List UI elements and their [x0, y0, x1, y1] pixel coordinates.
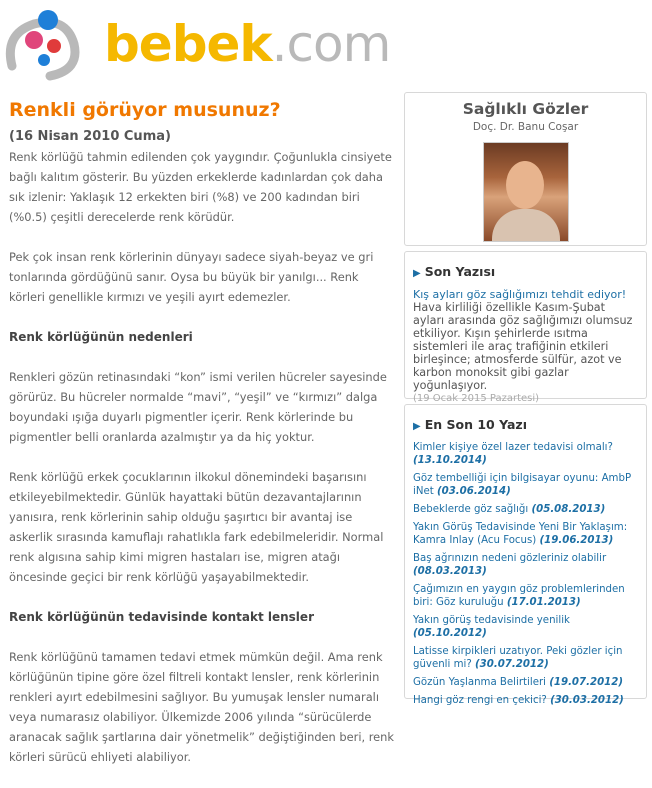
article-paragraph: Renk körlüğünü tamamen tedavi etmek mümkün değil. Ama renk körlüğünün tipine göre özel filtreli kontakt lensler, renk körlerinin renkleri ayırt edebilmesini sağlıyor. Bu yumuşak lensler numaralı veya numarasız olabiliyor. Ülkemizde 2006 yılında “sürücülerde aranacak sağlık şartlarına dair yönetmelik” değiştiğinden beri, renk körleri sürücü ehliyeti alabiliyor. — [9, 650, 394, 764]
latest-article-date: (19 Ocak 2015 Pazartesi) — [413, 393, 540, 404]
latest-article-link[interactable]: Kış ayları göz sağlığımızı tehdit ediyor! — [413, 288, 627, 301]
recent-article-link[interactable]: Latisse kirpikleri uzatıyor. Peki gözler için güvenli mi? (30.07.2012) — [413, 646, 623, 670]
latest-article-excerpt: Hava kirliliği özellikle Kasım-Şubat ayları arasında göz sağlığımızı olumsuz etkiliyor. Kışın şehirlerde ısıtma sistemleri ile araç trafiğinin etkileri birleşince; atmosferde sülfür, azot ve karbon monoksit gibi gazlar yoğunlaşıyor. — [413, 301, 633, 392]
arrow-right-icon: ▶ — [413, 268, 421, 279]
recent-articles-list — [413, 441, 638, 707]
latest-article-box — [404, 251, 647, 404]
author-photo[interactable] — [483, 142, 569, 242]
article-date: (16 Nisan 2010 Cuma) — [9, 129, 171, 144]
article-paragraph: Pek çok insan renk körlerinin dünyayı sadece siyah-beyaz ve gri tonlarında gördüğünü sanır. Oysa bu büyük bir yanılgı... Renk körleri genellikle kırmızı ve yeşili ayırt edemezler. — [9, 250, 374, 304]
recent-article-link[interactable]: Yakın Görüş Tedavisinde Yeni Bir Yaklaşım: Kamra Inlay (Acu Focus) (19.06.2013) — [413, 522, 628, 546]
recent-article-link[interactable]: Kimler kişiye özel lazer tedavisi olmalı? (13.10.2014) — [413, 442, 613, 466]
recent-article-link[interactable]: Bebeklerde göz sağlığı (05.08.2013) — [413, 504, 606, 515]
logo-mark-icon — [4, 4, 100, 84]
article-subheading: Renk körlüğünün nedenleri — [9, 330, 193, 344]
logo-wordmark: bebek.com — [104, 15, 391, 73]
article-paragraph: Renk körlüğü tahmin edilenden çok yaygındır. Çoğunlukla cinsiyete bağlı kalıtım gösterir. Bu yüzden erkeklerde kadınlardan çok daha sık izlenir: Yaklaşık 12 erkekten biri (%8) ve 200 kadından biri (%0.5) çeşitli derecelerde renk körüdür. — [9, 150, 392, 224]
recent-article-link[interactable]: Gözün Yaşlanma Belirtileri (19.07.2012) — [413, 677, 623, 688]
recent-heading: ▶ En Son 10 Yazı — [413, 417, 527, 432]
article-paragraph: Renk körlüğü erkek çocuklarının ilkokul dönemindeki başarısını etkileyebilmektedir. Günlük hayattaki bütün dezavantajlarının yanısıra, renk körlerinin sahip olduğu şaşırtıcı bir avantaj ise askerlik sırasında kamuflajı rahatlıkla fark edebilmeleridir. Normal renk algısına sahip kimi migren hastaları ise, migren atağı öncesinde geçici bir renk körlüğü yaşayabilmektedir. — [9, 470, 384, 584]
article-paragraph: Renkleri gözün retinasındaki “kon” ismi verilen hücreler sayesinde görürüz. Bu hücreler normalde “mavi”, “yeşil” ve “kırmızı” dalga boyundaki ışığa duyarlı pigmentler içerir. Renk körlerinde bu pigmentler belli oranlarda azalmıştır ya da hiç yoktur. — [9, 370, 387, 444]
author-name[interactable]: Doç. Dr. Banu Coşar — [472, 121, 579, 133]
recent-article-link[interactable]: Göz tembelliği için bilgisayar oyunu: AmbP iNet (03.06.2014) — [413, 473, 632, 497]
author-face — [506, 161, 544, 209]
recent-article-link[interactable]: Yakın görüş tedavisinde yenilik (05.10.2012) — [413, 615, 570, 639]
article-title: Renkli görüyor musunuz? — [9, 99, 281, 121]
article-subheading: Renk körlüğünün tedavisinde kontakt lensler — [9, 610, 314, 624]
recent-article-link[interactable]: Baş ağrınızın nedeni gözleriniz olabilir (08.03.2013) — [413, 553, 607, 577]
recent-article-link[interactable]: Çağımızın en yaygın göz problemlerinden biri: Göz kuruluğu (17.01.2013) — [413, 584, 625, 608]
author-box — [404, 92, 647, 246]
sidebar — [404, 92, 647, 706]
latest-heading: ▶ Son Yazısı — [413, 264, 496, 279]
author-shoulders — [492, 209, 560, 242]
column-title[interactable]: Sağlıklı Gözler — [462, 100, 589, 118]
site-logo[interactable] — [4, 4, 391, 84]
recent-articles-box — [404, 404, 647, 706]
article — [9, 98, 394, 787]
arrow-right-icon: ▶ — [413, 421, 421, 432]
recent-article-link[interactable]: Hangi göz rengi en çekici? (30.03.2012) — [413, 695, 624, 706]
